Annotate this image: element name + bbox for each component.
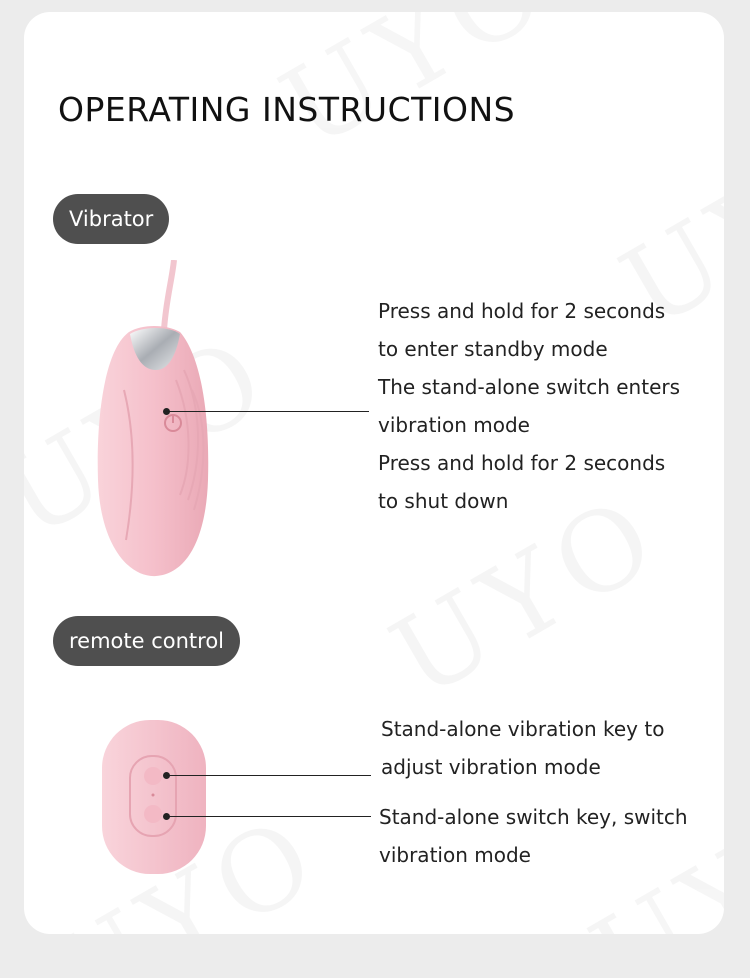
vibrator-illustration — [84, 260, 234, 600]
remote-control-illustration — [100, 718, 210, 878]
vibrator-instructions — [378, 292, 680, 520]
vibration-key-description — [381, 710, 664, 786]
instruction-card — [24, 12, 724, 934]
description-line: Stand-alone vibration key to — [381, 717, 665, 741]
instruction-line: vibration mode — [378, 413, 530, 437]
instruction-line: The stand-alone switch enters — [378, 375, 681, 399]
vibrator-label: Vibrator — [53, 194, 169, 244]
key2-leader-line — [167, 816, 371, 817]
description-line: vibration mode — [379, 843, 531, 867]
remote-control-label: remote control — [53, 616, 240, 666]
instruction-line: to shut down — [378, 489, 509, 513]
key1-leader-line — [167, 775, 371, 776]
instruction-line: Press and hold for 2 seconds — [378, 451, 666, 475]
vibrator-leader-line — [167, 411, 369, 412]
description-line: adjust vibration mode — [381, 755, 601, 779]
page-title: OPERATING INSTRUCTIONS — [58, 90, 516, 129]
instruction-line: to enter standby mode — [378, 337, 608, 361]
description-line: Stand-alone switch key, switch — [379, 805, 688, 829]
switch-key-description — [379, 798, 688, 874]
instruction-line: Press and hold for 2 seconds — [378, 299, 666, 323]
